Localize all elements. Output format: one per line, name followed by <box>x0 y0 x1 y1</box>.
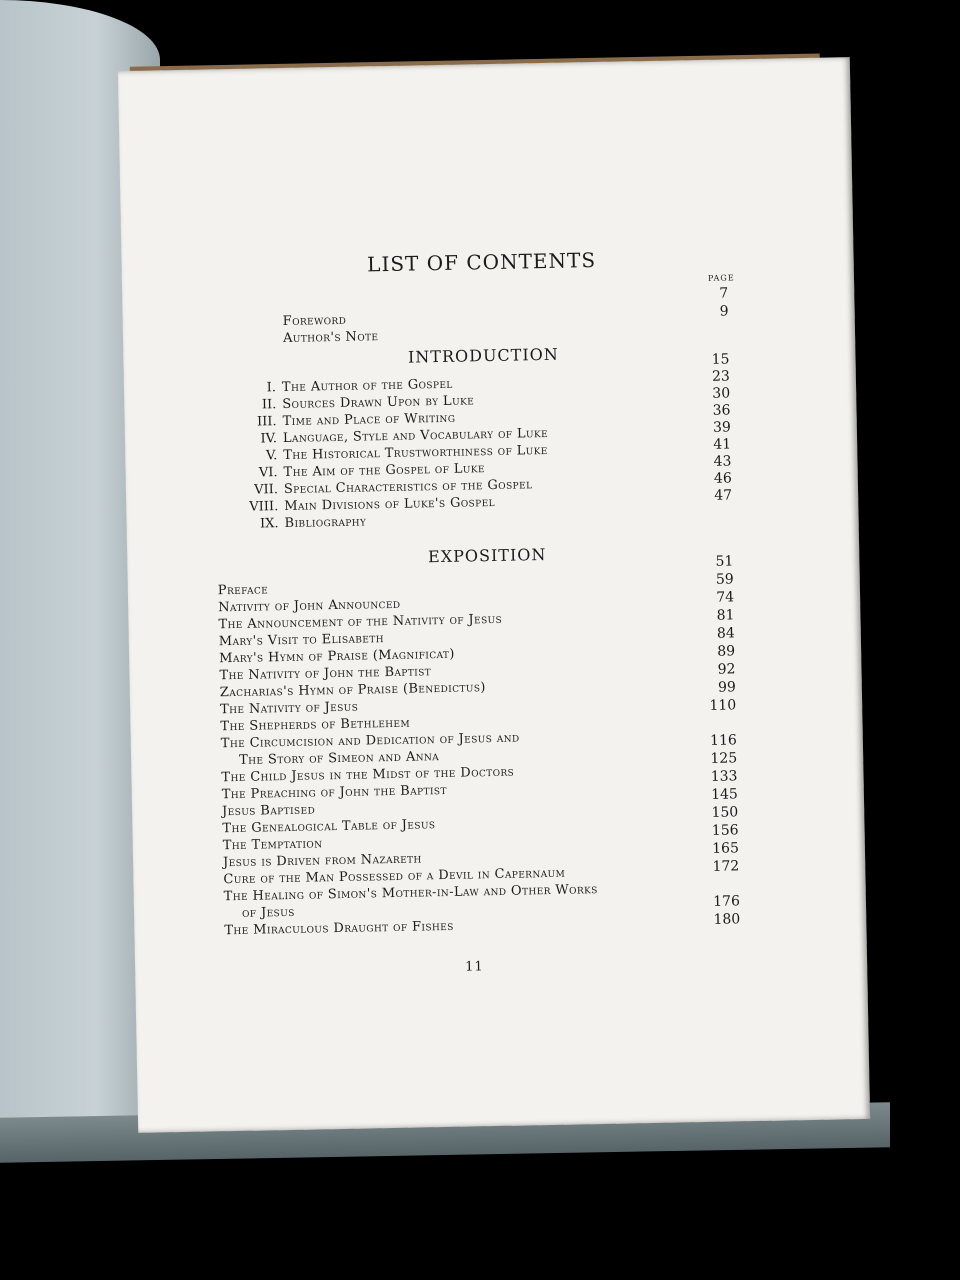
toc-page: 23 <box>711 368 731 385</box>
toc-page: 145 <box>710 786 739 803</box>
toc-entry: V. The Historical Trustworthiness of Luke <box>265 442 548 464</box>
toc-page: 74 <box>716 589 735 606</box>
toc-entry: The Announcement of the Nativity of Jesus <box>218 611 503 633</box>
toc-entry: II. Sources Drawn Upon by Luke <box>261 393 475 413</box>
toc-entry: Mary's Visit to Elisabeth <box>218 631 385 650</box>
toc-page: 99 <box>717 679 736 696</box>
toc-entry: VIII. Main Divisions of Luke's Gospel <box>249 494 496 515</box>
toc-page: 150 <box>711 804 739 821</box>
toc-entry: The Genealogical Table of Jesus <box>222 817 436 837</box>
toc-entry: of Jesus <box>241 904 295 921</box>
toc-page: 180 <box>713 911 741 928</box>
toc-page: 116 <box>709 732 737 749</box>
toc-entry: Preface <box>217 582 269 599</box>
page-folio-number: 11 <box>464 959 484 975</box>
toc-page: 59 <box>715 571 734 588</box>
toc-entry: VII. Special Characteristics of the Gospel <box>254 477 533 498</box>
toc-page: 176 <box>713 893 741 910</box>
toc-entry: The Circumcision and Dedication of Jesus and <box>220 730 520 752</box>
toc-page: 84 <box>716 625 735 642</box>
toc-page-foreword: 7 <box>719 285 729 302</box>
toc-entry: IX. Bibliography <box>259 514 367 532</box>
page-column-heading: PAGE <box>707 273 735 283</box>
toc-page: 110 <box>709 697 737 714</box>
exposition-heading: EXPOSITION <box>427 544 547 567</box>
toc-entry: VI. The Aim of the Gospel of Luke <box>258 461 486 481</box>
toc-page: 41 <box>713 436 732 453</box>
toc-entry-foreword: Foreword <box>282 312 347 330</box>
toc-page: 89 <box>717 643 736 660</box>
toc-entry: I. The Author of the Gospel <box>266 376 453 396</box>
toc-page: 81 <box>716 607 735 624</box>
toc-page: 47 <box>714 487 733 504</box>
toc-entry-authors-note: Author's Note <box>282 329 379 347</box>
toc-entry: Jesus is Driven from Nazareth <box>222 851 422 871</box>
introduction-heading: INTRODUCTION <box>407 344 559 367</box>
toc-page: 92 <box>717 661 736 678</box>
toc-entry: The Child Jesus in the Midst of the Doctors <box>221 764 515 786</box>
toc-page: 30 <box>712 385 731 402</box>
toc-page-authors-note: 9 <box>719 303 729 320</box>
toc-entry: Cure of the Man Possessed of a Devil in Capernaum <box>223 865 566 888</box>
toc-entry: The Miraculous Draught of Fishes <box>224 918 454 939</box>
toc-page: 15 <box>711 351 730 368</box>
contents-page <box>118 57 870 1133</box>
toc-page: 125 <box>710 750 738 767</box>
toc-entry: Nativity of John Announced <box>218 596 401 616</box>
toc-page: 36 <box>712 402 731 419</box>
toc-entry: Jesus Baptised <box>221 802 316 820</box>
toc-page: 46 <box>713 470 732 487</box>
toc-entry: Mary's Hymn of Praise (Magnificat) <box>219 646 455 667</box>
toc-page: 43 <box>713 453 732 470</box>
page-title: LIST OF CONTENTS <box>366 247 597 277</box>
toc-entry: IV. Language, Style and Vocabulary of Luke <box>260 425 549 447</box>
toc-page: 165 <box>712 840 740 857</box>
toc-page: 172 <box>712 858 740 875</box>
toc-page: 156 <box>711 822 739 839</box>
toc-entry: Zacharias's Hymn of Praise (Benedictus) <box>219 680 486 701</box>
toc-entry: The Story of Simeon and Anna <box>238 749 440 768</box>
toc-page: 51 <box>715 553 734 570</box>
toc-entry: The Nativity of John the Baptist <box>219 664 432 684</box>
toc-entry: The Preaching of John the Baptist <box>221 782 447 803</box>
toc-page: 39 <box>712 419 731 436</box>
toc-page: 133 <box>710 768 738 785</box>
toc-entry: The Healing of Simon's Mother-in-Law and Other Works <box>223 882 598 905</box>
toc-entry: The Shepherds of Bethlehem <box>220 715 411 735</box>
toc-entry: III. Time and Place of Writing <box>256 410 456 430</box>
toc-entry: The Nativity of Jesus <box>220 699 359 718</box>
toc-entry: The Temptation <box>222 836 323 854</box>
